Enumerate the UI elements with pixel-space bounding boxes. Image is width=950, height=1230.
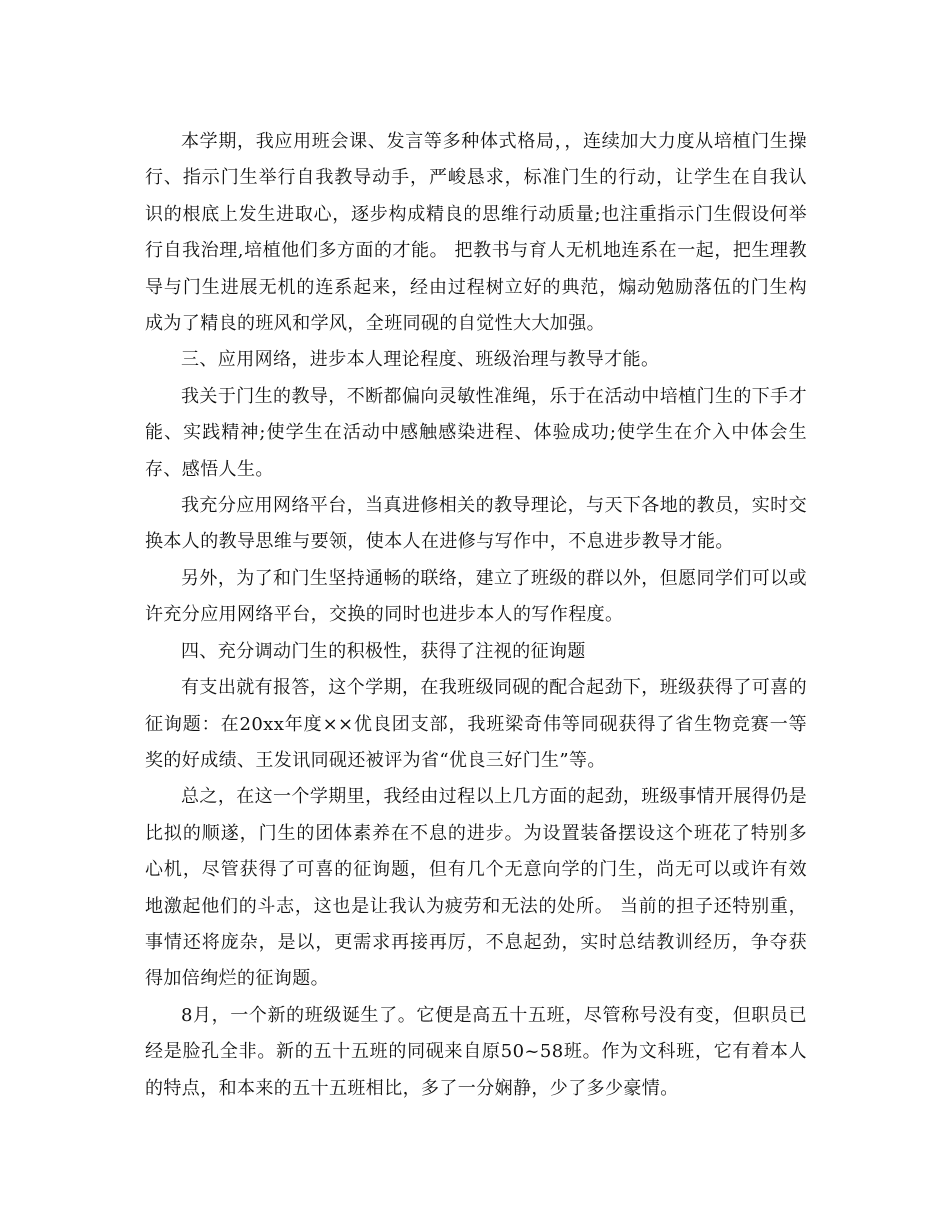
paragraph-network-study: 我充分应用网络平台，当真进修相关的教导理论，与天下各地的教员，实时交换本人的教导思维与要领，使本人在进修与写作中，不息进步教导才能。 <box>145 495 807 553</box>
document-body <box>145 124 807 1107</box>
heading-section-four: 四、充分调动门生的积极性，获得了注视的征询题 <box>181 640 586 662</box>
paragraph-new-class: 8月，一个新的班级诞生了。它便是高五十五班，尽管称号没有变，但职员已经是脸孔全非。新的五十五班的同砚来自原50~58班。作为文科班，它有着本人的特点，和本来的五十五班相比，多了一分娴静，少了多少豪情。 <box>145 1004 807 1099</box>
paragraph-teaching-approach: 我关于门生的教导，不断都偏向灵敏性准绳，乐于在活动中培植门生的下手才能、实践精神;使学生在活动中感触感染进程、体验成功;使学生在介入中体会生存、感悟人生。 <box>145 385 807 480</box>
paragraph-summary: 总之，在这一个学期里，我经由过程以上几方面的起劲，班级事情开展得仍是比拟的顺遂，门生的团体素养在不息的进步。为设置装备摆设这个班花了特别多心机，尽管获得了可喜的征询题，但有几个无意向学的门生，尚无可以或许有效地激起他们的斗志，这也是让我认为疲劳和无法的处所。 当前的担子还特别重，事情还将庞杂，是以，更需求再接再厉，不息起劲，实时总结教训经历，争夺获得加倍绚烂的征询题。 <box>145 786 807 990</box>
paragraph-class-management: 本学期，我应用班会课、发言等多种体式格局，，连续加大力度从培植门生操行、指示门生举行自我教导动手，严峻恳求，标准门生的行动，让学生在自我认识的根底上发生进取心，逐步构成精良的思维行动质量;也注重指示门生假设何举行自我治理,培植他们多方面的才能。 把教书与育人无机地连系在一起，把生理教导与门生进展无机的连系起来，经由过程树立好的典范，煽动勉励落伍的门生构成为了精良的班风和学风，全班同砚的自觉性大大加强。 <box>145 131 807 335</box>
heading-section-three: 三、应用网络，进步本人理论程度、班级治理与教导才能。 <box>181 349 660 371</box>
paragraph-class-group: 另外，为了和门生坚持通畅的联络，建立了班级的群以外，但愿同学们可以或许充分应用网络平台，交换的同时也进步本人的写作程度。 <box>145 567 807 626</box>
paragraph-achievements: 有支出就有报答，这个学期，在我班级同砚的配合起劲下，班级获得了可喜的征询题：在20xx年度××优良团支部，我班梁奇伟等同砚获得了省生物竞赛一等奖的好成绩、王发讯同砚还被评为省“优良三好门生”等。 <box>145 677 807 771</box>
